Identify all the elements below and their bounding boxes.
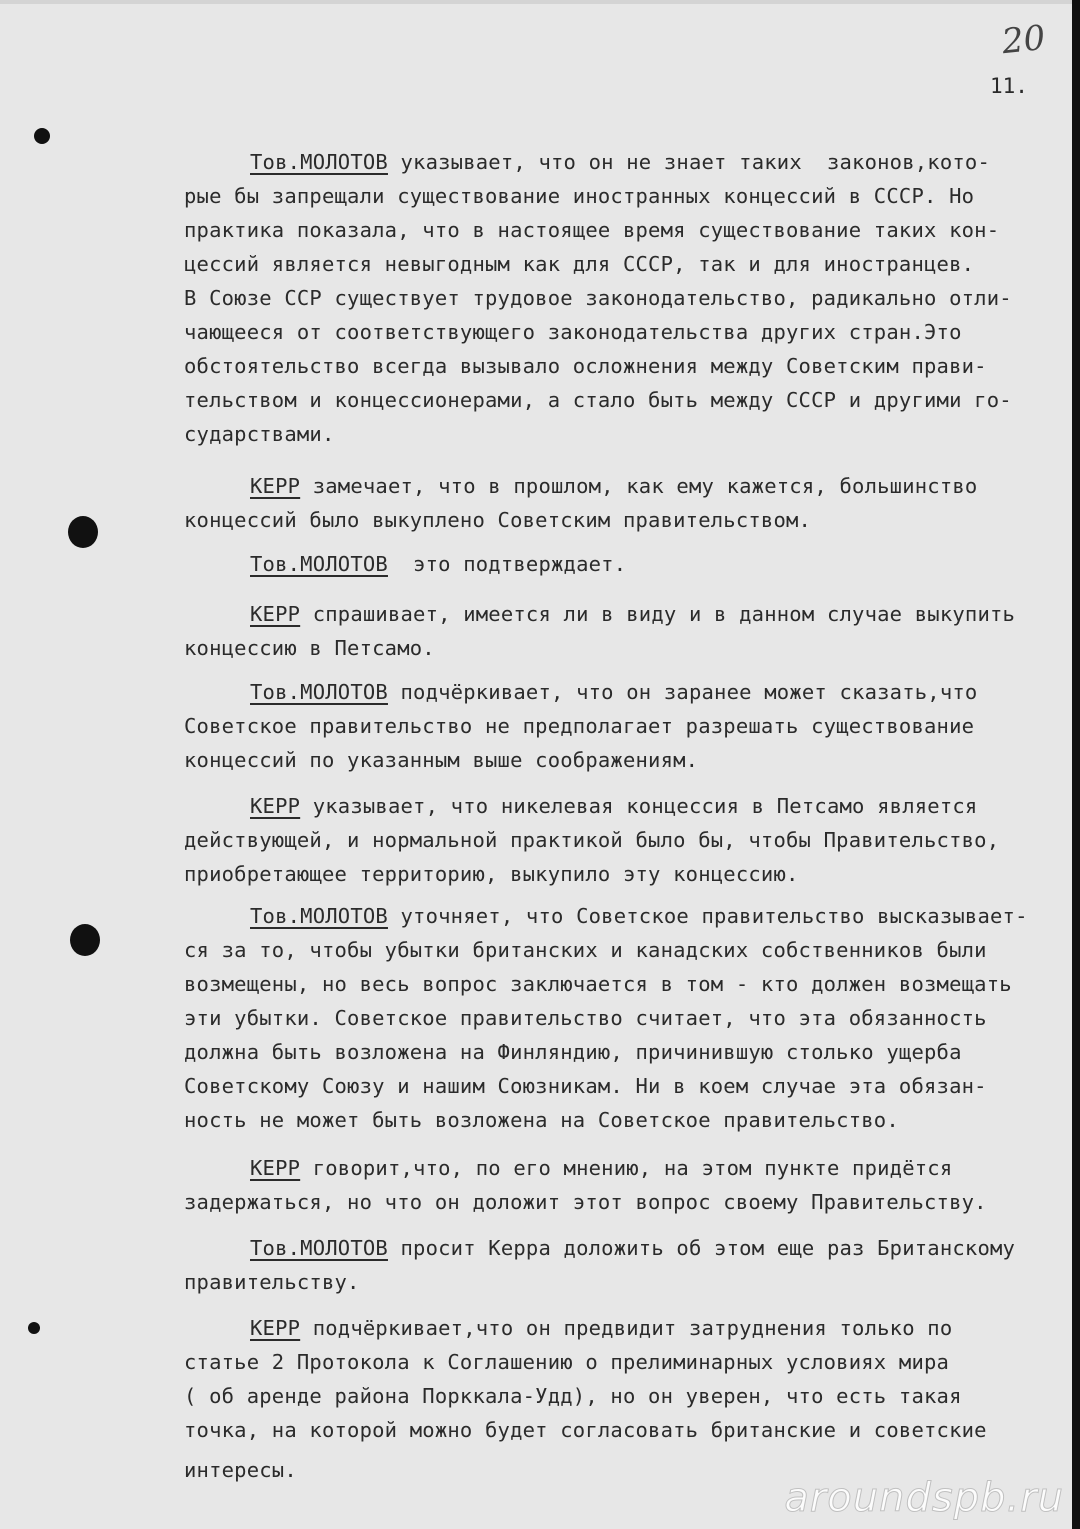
speaker-line [250, 474, 977, 498]
text-line [184, 1384, 962, 1408]
text-line [184, 972, 1012, 996]
line-text: концессий по указанным выше соображениям. [184, 748, 699, 772]
line-text: интересы. [184, 1458, 297, 1482]
line-text: практика показала, что в настоящее время существование таких кон- [184, 218, 1000, 242]
line-text: указывает, что никелевая концессия в Петсамо является [300, 794, 978, 818]
line-text: В Союзе ССР существует трудовое законодательство, радикально отли- [184, 286, 1012, 310]
speaker-line [250, 904, 1028, 928]
text-line [184, 714, 974, 738]
speaker-line [250, 552, 626, 576]
text-line [184, 1040, 962, 1064]
speaker-name: Тов.МОЛОТОВ [250, 904, 388, 928]
punch-hole [68, 516, 98, 548]
text-line [184, 184, 974, 208]
line-text: Советское правительство не предполагает разрешать существование [184, 714, 975, 738]
speaker-line [250, 150, 990, 174]
speaker-name: Тов.МОЛОТОВ [250, 1236, 388, 1260]
text-line [184, 1006, 987, 1030]
text-line [184, 1108, 899, 1132]
text-line [184, 388, 1012, 412]
line-text: концессию в Петсамо. [184, 636, 435, 660]
punch-hole [28, 1322, 40, 1334]
text-line [184, 938, 987, 962]
text-line [184, 354, 987, 378]
line-text: подчёркивает,что он предвидит затруднения только по [300, 1316, 953, 1340]
line-text: это подтверждает. [387, 552, 627, 576]
line-text: сударствами. [184, 422, 335, 446]
line-text: действующей, и нормальной практикой было бы, чтобы Правительство, [184, 828, 1000, 852]
text-line [184, 252, 974, 276]
speaker-name: КЕРР [250, 1156, 301, 1180]
line-text: тельством и концессионерами, а стало быть между СССР и другими го- [184, 388, 1012, 412]
line-text: чающееся от соответствующего законодательства других стран.Это [184, 320, 962, 344]
speaker-name: КЕРР [250, 474, 301, 498]
text-line [184, 1074, 987, 1098]
line-text: спрашивает, имеется ли в виду и в данном случае выкупить [300, 602, 1016, 626]
line-text: уточняет, что Советское правительство высказывает- [387, 904, 1028, 928]
line-text: просит Керра доложить об этом еще раз Британскому [387, 1236, 1016, 1260]
text-line [184, 286, 1012, 310]
scan-edge-right [1072, 0, 1080, 1529]
line-text: указывает, что он не знает таких законов,кото- [387, 150, 990, 174]
line-text: Советскому Союзу и нашим Союзникам. Ни в коем случае эта обязан- [184, 1074, 987, 1098]
line-text: обстоятельство всегда вызывало осложнения между Советским прави- [184, 354, 987, 378]
speaker-name: Тов.МОЛОТОВ [250, 552, 388, 576]
text-line [184, 1190, 987, 1214]
text-line [184, 320, 962, 344]
text-line [184, 748, 698, 772]
speaker-name: Тов.МОЛОТОВ [250, 150, 388, 174]
line-text: говорит,что, по его мнению, на этом пункте придётся [300, 1156, 953, 1180]
punch-hole [34, 128, 50, 144]
watermark: aroundspb.ru [784, 1475, 1064, 1521]
punch-hole [70, 924, 100, 956]
handwritten-folio-number: 20 [1000, 17, 1048, 63]
line-text: замечает, что в прошлом, как ему кажется, большинство [300, 474, 978, 498]
text-line [184, 218, 999, 242]
speaker-line [250, 1156, 952, 1180]
line-text: статье 2 Протокола к Соглашению о прелиминарных условиях мира [184, 1350, 950, 1374]
text-line [184, 828, 999, 852]
line-text: рые бы запрещали существование иностранных концессий в СССР. Но [184, 184, 975, 208]
line-text: ность не может быть возложена на Советское правительство. [184, 1108, 899, 1132]
line-text: задержаться, но что он доложит этот вопрос своему Правительству. [184, 1190, 987, 1214]
text-line [184, 508, 811, 532]
speaker-line [250, 680, 977, 704]
line-text: цессий является невыгодным как для СССР, так и для иностранцев. [184, 252, 975, 276]
scan-edge-top [0, 0, 1080, 4]
text-line [184, 1418, 987, 1442]
text-line [184, 1270, 360, 1294]
speaker-line [250, 1236, 1015, 1260]
text-line [184, 862, 799, 886]
line-text: концессий было выкуплено Советским правительством. [184, 508, 812, 532]
line-text: подчёркивает, что он заранее может сказать,что [387, 680, 978, 704]
speaker-name: Тов.МОЛОТОВ [250, 680, 388, 704]
speaker-name: КЕРР [250, 1316, 301, 1340]
page-number: 11. [990, 74, 1028, 98]
line-text: точка, на которой можно будет согласовать британские и советские [184, 1418, 987, 1442]
speaker-name: КЕРР [250, 794, 301, 818]
line-text: должна быть возложена на Финляндию, причинившую столько ущерба [184, 1040, 962, 1064]
line-text: правительству. [184, 1270, 360, 1294]
text-line [184, 1350, 949, 1374]
line-text: эти убытки. Советское правительство считает, что эта обязанность [184, 1006, 987, 1030]
speaker-name: КЕРР [250, 602, 301, 626]
speaker-line [250, 602, 1015, 626]
text-line [184, 422, 335, 446]
speaker-line [250, 794, 977, 818]
text-line [184, 636, 435, 660]
text-line [184, 1458, 297, 1482]
speaker-line [250, 1316, 952, 1340]
line-text: приобретающее территорию, выкупило эту концессию. [184, 862, 799, 886]
line-text: ся за то, чтобы убытки британских и канадских собственников были [184, 938, 987, 962]
line-text: возмещены, но весь вопрос заключается в том - кто должен возмещать [184, 972, 1012, 996]
line-text: ( об аренде района Порккала-Удд), но он уверен, что есть такая [184, 1384, 962, 1408]
